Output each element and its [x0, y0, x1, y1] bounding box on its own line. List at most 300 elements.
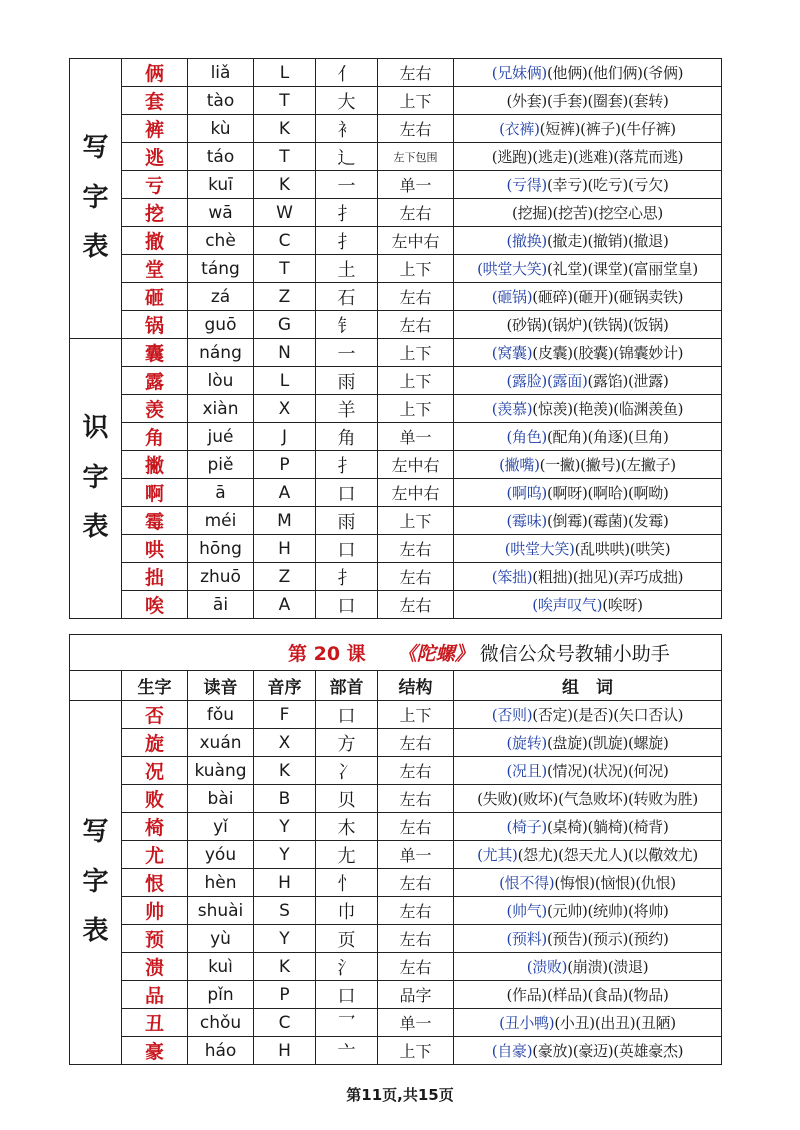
- words-cell: [454, 479, 722, 507]
- pinyin-cell: táng: [188, 255, 254, 283]
- char-cell: 帅: [122, 897, 188, 925]
- pinyin-cell: bài: [188, 785, 254, 813]
- pinyin-cell: liǎ: [188, 59, 254, 87]
- table-row: [70, 925, 722, 953]
- char-cell: 豪: [122, 1037, 188, 1065]
- radical-cell: 口: [316, 591, 378, 619]
- words-highlight: (笨拙): [491, 568, 533, 586]
- words-cell: [454, 953, 722, 981]
- words-rest: (倒霉)(霉菌)(发霉): [547, 512, 669, 530]
- words-rest: (崩溃)(溃退): [567, 958, 649, 976]
- words-rest: (元帅)(统帅)(将帅): [547, 902, 669, 920]
- structure-cell: 左右: [378, 283, 454, 311]
- header-radical: 部首: [316, 671, 378, 701]
- structure-cell: 上下: [378, 255, 454, 283]
- structure-cell: 左右: [378, 563, 454, 591]
- words-rest: (逃跑)(逃走)(逃难)(落荒而逃): [491, 148, 684, 166]
- letter-cell: C: [254, 1009, 316, 1037]
- letter-cell: S: [254, 897, 316, 925]
- words-cell: [454, 869, 722, 897]
- words-cell: [454, 1037, 722, 1065]
- radical-cell: 雨: [316, 507, 378, 535]
- table-row: [70, 227, 722, 255]
- header-structure: 结构: [378, 671, 454, 701]
- radical-cell: 口: [316, 981, 378, 1009]
- words-rest: (唉呀): [602, 596, 643, 614]
- words-cell: [454, 395, 722, 423]
- words-rest: (短裤)(裤子)(牛仔裤): [539, 120, 676, 138]
- structure-cell: 上下: [378, 395, 454, 423]
- section-label-char: 写: [82, 133, 109, 164]
- structure-cell: 左中右: [378, 451, 454, 479]
- char-cell: 尤: [122, 841, 188, 869]
- structure-cell: 上下: [378, 339, 454, 367]
- pinyin-cell: ā: [188, 479, 254, 507]
- table-row: [70, 1009, 722, 1037]
- words-highlight: (尤其): [477, 846, 518, 864]
- words-rest: (乱哄哄)(哄笑): [574, 540, 671, 558]
- header-pinyin: 读音: [188, 671, 254, 701]
- pinyin-cell: méi: [188, 507, 254, 535]
- letter-cell: T: [254, 143, 316, 171]
- table-row: [70, 757, 722, 785]
- pinyin-cell: kù: [188, 115, 254, 143]
- lesson-name: 《陀螺》: [397, 643, 474, 665]
- table-row: [70, 981, 722, 1009]
- char-cell: 况: [122, 757, 188, 785]
- words-cell: [454, 701, 722, 729]
- words-cell: [454, 1009, 722, 1037]
- letter-cell: T: [254, 87, 316, 115]
- pinyin-cell: kuī: [188, 171, 254, 199]
- words-highlight: (撇嘴): [499, 456, 540, 474]
- pinyin-cell: háo: [188, 1037, 254, 1065]
- words-highlight: (溃败): [526, 958, 568, 976]
- table-row: [70, 1037, 722, 1065]
- char-cell: 锅: [122, 311, 188, 339]
- structure-cell: 左右: [378, 115, 454, 143]
- letter-cell: H: [254, 869, 316, 897]
- table-row: [70, 395, 722, 423]
- words-highlight: (唉声叹气): [532, 596, 603, 614]
- char-cell: 拙: [122, 563, 188, 591]
- section-label-char: 表: [82, 512, 109, 543]
- words-highlight: (亏得): [506, 176, 547, 194]
- char-cell: 囊: [122, 339, 188, 367]
- char-cell: 败: [122, 785, 188, 813]
- structure-cell: 左右: [378, 785, 454, 813]
- pinyin-cell: táo: [188, 143, 254, 171]
- char-cell: 丑: [122, 1009, 188, 1037]
- table-row: [70, 311, 722, 339]
- radical-cell: 石: [316, 283, 378, 311]
- words-rest: (作品)(样品)(食品)(物品): [506, 986, 669, 1004]
- words-highlight: (啊呜): [506, 484, 547, 502]
- radical-cell: 角: [316, 423, 378, 451]
- words-cell: [454, 199, 722, 227]
- words-rest: (惊羡)(艳羡)(临渊羡鱼): [532, 400, 684, 418]
- words-highlight: (撤换): [506, 232, 547, 250]
- char-cell: 预: [122, 925, 188, 953]
- words-rest: (撤走)(撤销)(撤退): [547, 232, 669, 250]
- words-cell: [454, 171, 722, 199]
- structure-cell: 左右: [378, 59, 454, 87]
- words-highlight: (帅气): [506, 902, 547, 920]
- words-rest: (他俩)(他们俩)(爷俩): [547, 64, 684, 82]
- radical-cell: 口: [316, 479, 378, 507]
- words-highlight: (丑小鸭): [499, 1014, 555, 1032]
- letter-cell: Y: [254, 841, 316, 869]
- section-label-char: 写: [82, 817, 109, 848]
- words-rest: (啊呀)(啊哈)(啊呦): [547, 484, 669, 502]
- char-cell: 羡: [122, 395, 188, 423]
- words-rest: (皮囊)(胶囊)(锦囊妙计): [532, 344, 684, 362]
- pinyin-cell: zá: [188, 283, 254, 311]
- letter-cell: L: [254, 59, 316, 87]
- radical-cell: 亠: [316, 1037, 378, 1065]
- letter-cell: G: [254, 311, 316, 339]
- header-words: 组 词: [454, 671, 722, 701]
- structure-cell: 上下: [378, 367, 454, 395]
- table-row: [70, 841, 722, 869]
- words-highlight: (椅子): [506, 818, 547, 836]
- words-rest: (悔恨)(恼恨)(仇恨): [554, 874, 676, 892]
- structure-cell: 品字: [378, 981, 454, 1009]
- structure-cell: 左中右: [378, 479, 454, 507]
- table-row: [70, 59, 722, 87]
- section-label-char: 字: [82, 182, 109, 213]
- radical-cell: 土: [316, 255, 378, 283]
- structure-cell: 左中右: [378, 227, 454, 255]
- structure-cell: 上下: [378, 701, 454, 729]
- letter-cell: P: [254, 981, 316, 1009]
- letter-cell: K: [254, 757, 316, 785]
- header-letter: 音序: [254, 671, 316, 701]
- char-cell: 角: [122, 423, 188, 451]
- table-row: [70, 87, 722, 115]
- structure-cell: 左下包围: [378, 143, 454, 171]
- table-row: [70, 199, 722, 227]
- radical-cell: 羊: [316, 395, 378, 423]
- section-label-char: 表: [82, 916, 109, 947]
- structure-cell: 上下: [378, 87, 454, 115]
- structure-cell: 左右: [378, 953, 454, 981]
- table-row: [70, 283, 722, 311]
- radical-cell: 贝: [316, 785, 378, 813]
- letter-cell: A: [254, 479, 316, 507]
- char-cell: 挖: [122, 199, 188, 227]
- words-cell: [454, 451, 722, 479]
- char-cell: 品: [122, 981, 188, 1009]
- radical-cell: 氵: [316, 953, 378, 981]
- structure-cell: 上下: [378, 507, 454, 535]
- pinyin-cell: piě: [188, 451, 254, 479]
- pinyin-cell: yǐ: [188, 813, 254, 841]
- words-highlight: (旋转): [506, 734, 547, 752]
- lesson-subtitle: 微信公众号教辅小助手: [479, 643, 670, 665]
- letter-cell: M: [254, 507, 316, 535]
- words-rest: (盘旋)(凯旋)(螺旋): [547, 734, 669, 752]
- lesson-title: [70, 635, 722, 671]
- words-rest: (砂锅)(锅炉)(铁锅)(饭锅): [506, 316, 669, 334]
- table-row: [70, 143, 722, 171]
- char-cell: 撤: [122, 227, 188, 255]
- table-row: [70, 701, 722, 729]
- radical-cell: 尢: [316, 841, 378, 869]
- section-label-char: 识: [82, 413, 109, 444]
- radical-cell: 雨: [316, 367, 378, 395]
- radical-cell: 木: [316, 813, 378, 841]
- char-cell: 椅: [122, 813, 188, 841]
- structure-cell: 左右: [378, 925, 454, 953]
- char-cell: 啊: [122, 479, 188, 507]
- letter-cell: W: [254, 199, 316, 227]
- words-cell: [454, 535, 722, 563]
- pinyin-cell: kuì: [188, 953, 254, 981]
- words-highlight: (窝囊): [491, 344, 533, 362]
- table-row: [70, 507, 722, 535]
- pinyin-cell: hōng: [188, 535, 254, 563]
- pinyin-cell: yù: [188, 925, 254, 953]
- table-row: [70, 729, 722, 757]
- pinyin-cell: wā: [188, 199, 254, 227]
- letter-cell: A: [254, 591, 316, 619]
- letter-cell: P: [254, 451, 316, 479]
- words-rest: (一撇)(撇号)(左撇子): [539, 456, 676, 474]
- header-char: 生字: [122, 671, 188, 701]
- pinyin-cell: chè: [188, 227, 254, 255]
- words-rest: (砸碎)(砸开)(砸锅卖铁): [532, 288, 684, 306]
- table-row: [70, 479, 722, 507]
- words-highlight: (露脸)(露面): [506, 372, 588, 390]
- radical-cell: 扌: [316, 199, 378, 227]
- words-highlight: (预料): [506, 930, 547, 948]
- structure-cell: 左右: [378, 757, 454, 785]
- words-highlight: (自豪): [491, 1042, 533, 1060]
- pinyin-cell: yóu: [188, 841, 254, 869]
- words-cell: [454, 255, 722, 283]
- words-rest: (桌椅)(躺椅)(椅背): [547, 818, 669, 836]
- pinyin-cell: hèn: [188, 869, 254, 897]
- words-highlight: (衣裤): [499, 120, 540, 138]
- pinyin-cell: xuán: [188, 729, 254, 757]
- radical-cell: 扌: [316, 563, 378, 591]
- words-rest: (小丑)(出丑)(丑陋): [554, 1014, 676, 1032]
- radical-cell: 一: [316, 171, 378, 199]
- lesson-number: 第 20 课: [288, 643, 366, 665]
- words-cell: [454, 143, 722, 171]
- table-row: [70, 367, 722, 395]
- words-cell: [454, 87, 722, 115]
- words-cell: [454, 311, 722, 339]
- words-cell: [454, 423, 722, 451]
- char-cell: 否: [122, 701, 188, 729]
- section-label: [70, 339, 122, 619]
- structure-cell: 上下: [378, 1037, 454, 1065]
- pinyin-cell: guō: [188, 311, 254, 339]
- radical-cell: 一: [316, 339, 378, 367]
- letter-cell: T: [254, 255, 316, 283]
- section-label: [70, 701, 122, 1065]
- table-row: [70, 785, 722, 813]
- table-row: [70, 451, 722, 479]
- section-label-char: 字: [82, 462, 109, 493]
- char-cell: 撇: [122, 451, 188, 479]
- words-rest: (情况)(状况)(何况): [547, 762, 669, 780]
- vocab-table-2: [69, 634, 722, 1065]
- char-cell: 旋: [122, 729, 188, 757]
- structure-cell: 左右: [378, 897, 454, 925]
- radical-cell: 大: [316, 87, 378, 115]
- table-row: [70, 869, 722, 897]
- structure-cell: 左右: [378, 591, 454, 619]
- words-cell: [454, 981, 722, 1009]
- words-rest: (否定)(是否)(矢口否认): [532, 706, 684, 724]
- section-label: [70, 59, 122, 339]
- char-cell: 溃: [122, 953, 188, 981]
- letter-cell: H: [254, 1037, 316, 1065]
- char-cell: 俩: [122, 59, 188, 87]
- structure-cell: 左右: [378, 813, 454, 841]
- char-cell: 恨: [122, 869, 188, 897]
- words-cell: [454, 507, 722, 535]
- words-rest: (预告)(预示)(预约): [547, 930, 669, 948]
- letter-cell: X: [254, 729, 316, 757]
- structure-cell: 左右: [378, 199, 454, 227]
- words-cell: [454, 227, 722, 255]
- table-row: [70, 953, 722, 981]
- structure-cell: 单一: [378, 841, 454, 869]
- char-cell: 亏: [122, 171, 188, 199]
- words-rest: (露馅)(泄露): [587, 372, 669, 390]
- letter-cell: C: [254, 227, 316, 255]
- words-highlight: (否则): [491, 706, 533, 724]
- letter-cell: K: [254, 171, 316, 199]
- radical-cell: 乛: [316, 1009, 378, 1037]
- letter-cell: Z: [254, 283, 316, 311]
- words-rest: (配角)(角逐)(旦角): [547, 428, 669, 446]
- words-rest: (粗拙)(拙见)(弄巧成拙): [532, 568, 684, 586]
- words-cell: [454, 115, 722, 143]
- pinyin-cell: āi: [188, 591, 254, 619]
- letter-cell: Z: [254, 563, 316, 591]
- letter-cell: K: [254, 953, 316, 981]
- vocab-table-1: [69, 58, 722, 619]
- words-cell: [454, 591, 722, 619]
- pinyin-cell: náng: [188, 339, 254, 367]
- pinyin-cell: lòu: [188, 367, 254, 395]
- page-footer: 第11页,共15页: [346, 1086, 454, 1104]
- words-rest: (失败)(败坏)(气急败坏)(转败为胜): [477, 790, 698, 808]
- pinyin-cell: fǒu: [188, 701, 254, 729]
- char-cell: 露: [122, 367, 188, 395]
- header-row: [70, 671, 722, 701]
- words-highlight: (霉味): [506, 512, 547, 530]
- words-cell: [454, 283, 722, 311]
- words-highlight: (砸锅): [491, 288, 533, 306]
- char-cell: 裤: [122, 115, 188, 143]
- words-rest: (幸亏)(吃亏)(亏欠): [547, 176, 669, 194]
- letter-cell: B: [254, 785, 316, 813]
- radical-cell: 扌: [316, 227, 378, 255]
- words-cell: [454, 729, 722, 757]
- words-cell: [454, 367, 722, 395]
- radical-cell: 页: [316, 925, 378, 953]
- radical-cell: 扌: [316, 451, 378, 479]
- letter-cell: K: [254, 115, 316, 143]
- letter-cell: Y: [254, 813, 316, 841]
- table-row: [70, 255, 722, 283]
- pinyin-cell: zhuō: [188, 563, 254, 591]
- words-cell: [454, 59, 722, 87]
- table-row: [70, 339, 722, 367]
- words-cell: [454, 813, 722, 841]
- char-cell: 逃: [122, 143, 188, 171]
- table-row: [70, 423, 722, 451]
- radical-cell: 方: [316, 729, 378, 757]
- letter-cell: Y: [254, 925, 316, 953]
- words-rest: (礼堂)(课堂)(富丽堂皇): [546, 260, 698, 278]
- structure-cell: 单一: [378, 423, 454, 451]
- radical-cell: 辶: [316, 143, 378, 171]
- radical-cell: 口: [316, 535, 378, 563]
- words-highlight: (兄妹俩): [491, 64, 547, 82]
- table-row: [70, 115, 722, 143]
- words-cell: [454, 785, 722, 813]
- structure-cell: 单一: [378, 171, 454, 199]
- words-rest: (外套)(手套)(圈套)(套转): [506, 92, 669, 110]
- section-label-char: 字: [82, 866, 109, 897]
- words-cell: [454, 339, 722, 367]
- words-cell: [454, 757, 722, 785]
- letter-cell: F: [254, 701, 316, 729]
- char-cell: 哄: [122, 535, 188, 563]
- char-cell: 套: [122, 87, 188, 115]
- words-rest: (怨尤)(怨天尤人)(以儆效尤): [517, 846, 698, 864]
- table-row: [70, 535, 722, 563]
- words-highlight: (哄堂大笑): [477, 260, 547, 278]
- table-row: [70, 171, 722, 199]
- words-cell: [454, 563, 722, 591]
- structure-cell: 左右: [378, 729, 454, 757]
- words-rest: (挖掘)(挖苦)(挖空心思): [512, 204, 663, 222]
- words-highlight: (哄堂大笑): [504, 540, 575, 558]
- radical-cell: 忄: [316, 869, 378, 897]
- char-cell: 唉: [122, 591, 188, 619]
- structure-cell: 单一: [378, 1009, 454, 1037]
- section-label-char: 表: [82, 232, 109, 263]
- table-row: [70, 591, 722, 619]
- words-highlight: (羡慕): [491, 400, 533, 418]
- char-cell: 堂: [122, 255, 188, 283]
- radical-cell: 衤: [316, 115, 378, 143]
- table-row: [70, 897, 722, 925]
- radical-cell: 钅: [316, 311, 378, 339]
- char-cell: 霉: [122, 507, 188, 535]
- header-blank: [70, 671, 122, 701]
- radical-cell: 冫: [316, 757, 378, 785]
- words-highlight: (况且): [506, 762, 547, 780]
- pinyin-cell: xiàn: [188, 395, 254, 423]
- structure-cell: 左右: [378, 311, 454, 339]
- letter-cell: H: [254, 535, 316, 563]
- letter-cell: N: [254, 339, 316, 367]
- words-cell: [454, 841, 722, 869]
- words-rest: (豪放)(豪迈)(英雄豪杰): [532, 1042, 684, 1060]
- pinyin-cell: chǒu: [188, 1009, 254, 1037]
- table-row: [70, 563, 722, 591]
- words-cell: [454, 897, 722, 925]
